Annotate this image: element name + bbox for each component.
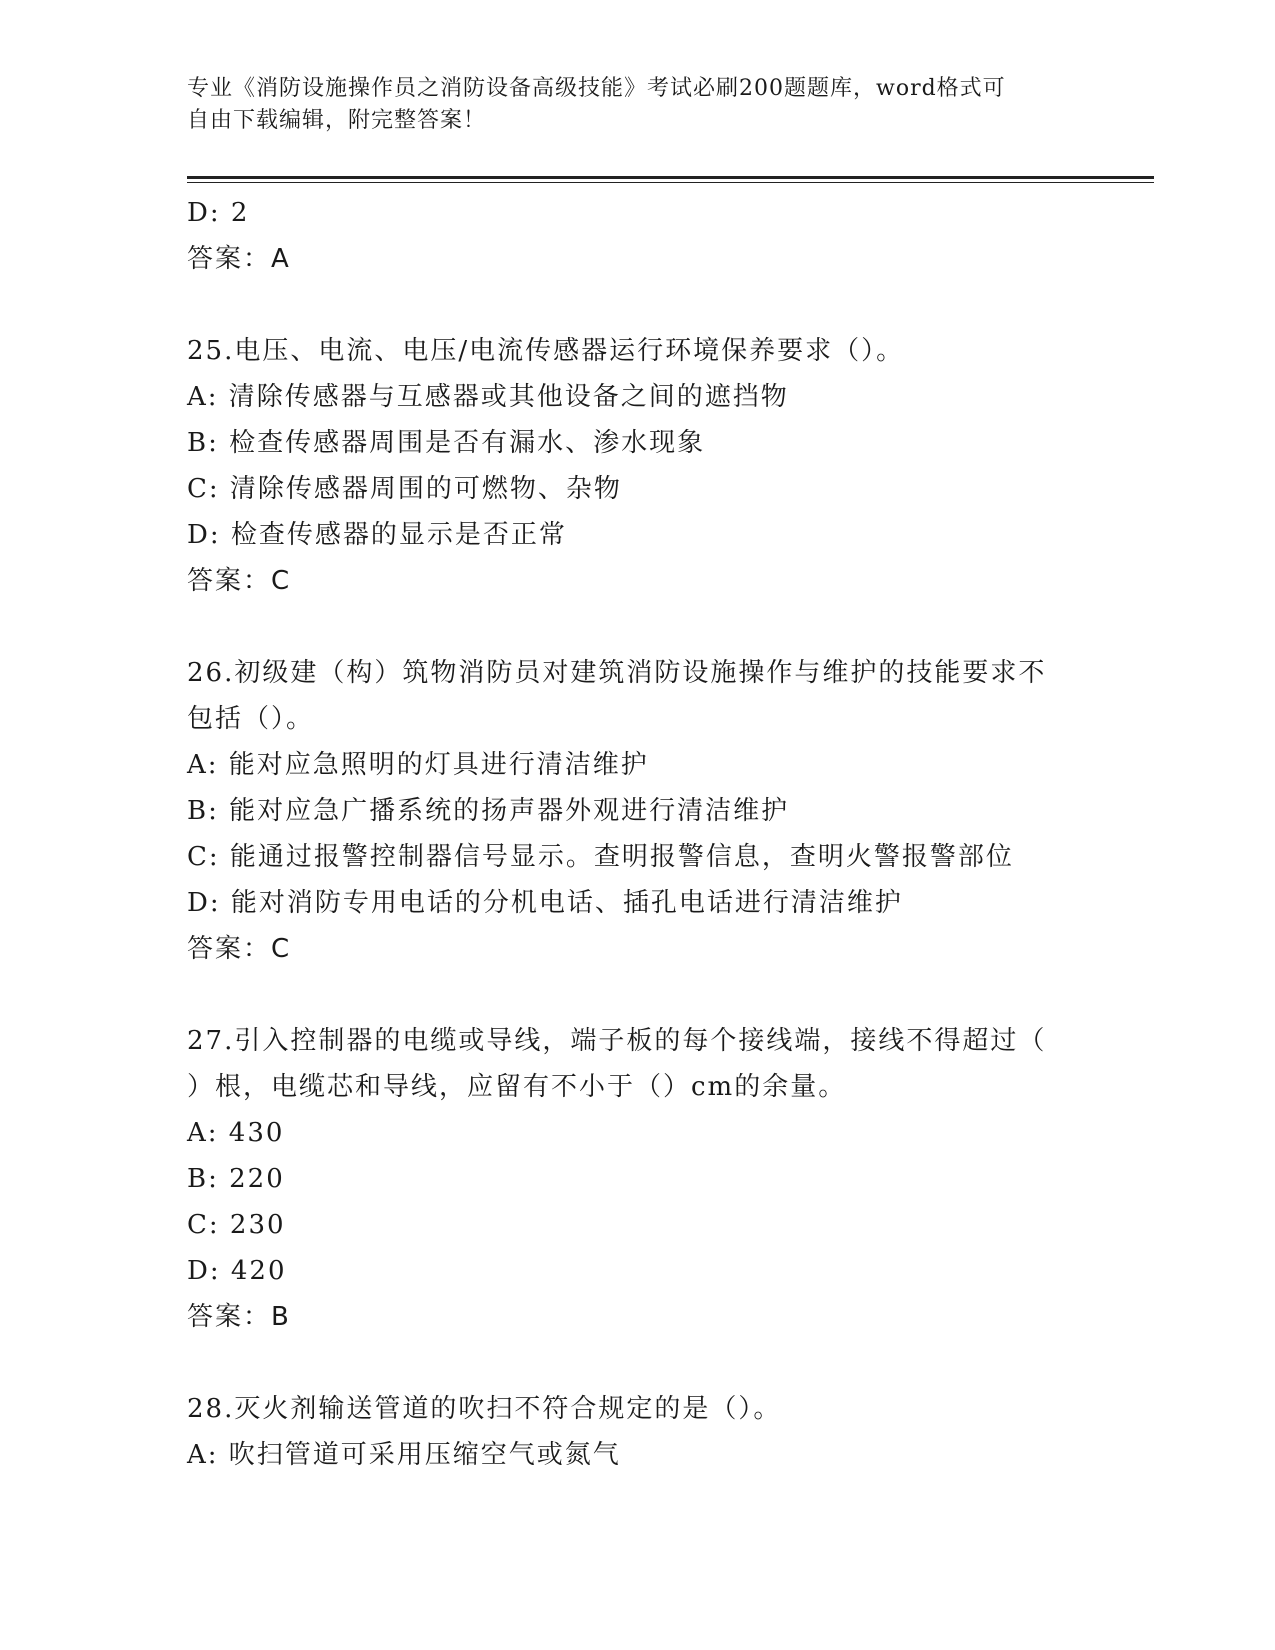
header-title-line-1: 专业《消防设施操作员之消防设备高级技能》考试必刷200题题库，word格式可 xyxy=(187,76,1006,101)
document-header xyxy=(187,73,1067,137)
option-b: B: 220 xyxy=(187,1164,285,1194)
header-divider-thin xyxy=(187,182,1154,183)
question-stem-continued: 包括（）。 xyxy=(187,704,315,734)
spacer xyxy=(187,604,1087,650)
option-c: C: 清除传感器周围的可燃物、杂物 xyxy=(187,474,622,504)
previous-question-answer: 答案：A xyxy=(187,244,291,274)
spacer xyxy=(187,1340,1087,1386)
question-26 xyxy=(187,650,1087,972)
header-title-line-2: 自由下载编辑，附完整答案！ xyxy=(187,108,487,133)
question-28 xyxy=(187,1386,1087,1478)
option-d: D: 能对消防专用电话的分机电话、插孔电话进行清洁维护 xyxy=(187,888,903,918)
question-stem-continued: ）根，电缆芯和导线，应留有不小于（）cm的余量。 xyxy=(187,1072,847,1102)
spacer xyxy=(187,282,1087,328)
option-a: A: 430 xyxy=(187,1118,285,1148)
question-stem: 27.引入控制器的电缆或导线，端子板的每个接线端，接线不得超过（ xyxy=(187,1026,1047,1056)
option-b: B: 能对应急广播系统的扬声器外观进行清洁维护 xyxy=(187,796,790,826)
option-b: B: 检查传感器周围是否有漏水、渗水现象 xyxy=(187,428,706,458)
answer: 答案：C xyxy=(187,934,292,964)
header-divider-thick xyxy=(187,176,1154,179)
question-stem: 25.电压、电流、电压/电流传感器运行环境保养要求（）。 xyxy=(187,336,905,366)
option-a: A: 能对应急照明的灯具进行清洁维护 xyxy=(187,750,649,780)
answer: 答案：C xyxy=(187,566,292,596)
question-stem: 26.初级建（构）筑物消防员对建筑消防设施操作与维护的技能要求不 xyxy=(187,658,1047,688)
previous-question-option-d: D: 2 xyxy=(187,198,250,228)
question-27 xyxy=(187,1018,1087,1340)
question-stem: 28.灭火剂输送管道的吹扫不符合规定的是（）。 xyxy=(187,1394,782,1424)
option-a: A: 清除传感器与互感器或其他设备之间的遮挡物 xyxy=(187,382,789,412)
question-25 xyxy=(187,328,1087,604)
document-body xyxy=(187,190,1087,1478)
answer: 答案：B xyxy=(187,1302,291,1332)
option-c: C: 230 xyxy=(187,1210,286,1240)
option-d: D: 420 xyxy=(187,1256,287,1286)
option-c: C: 能通过报警控制器信号显示。查明报警信息，查明火警报警部位 xyxy=(187,842,1014,872)
option-d: D: 检查传感器的显示是否正常 xyxy=(187,520,567,550)
option-a: A: 吹扫管道可采用压缩空气或氮气 xyxy=(187,1440,621,1470)
spacer xyxy=(187,972,1087,1018)
